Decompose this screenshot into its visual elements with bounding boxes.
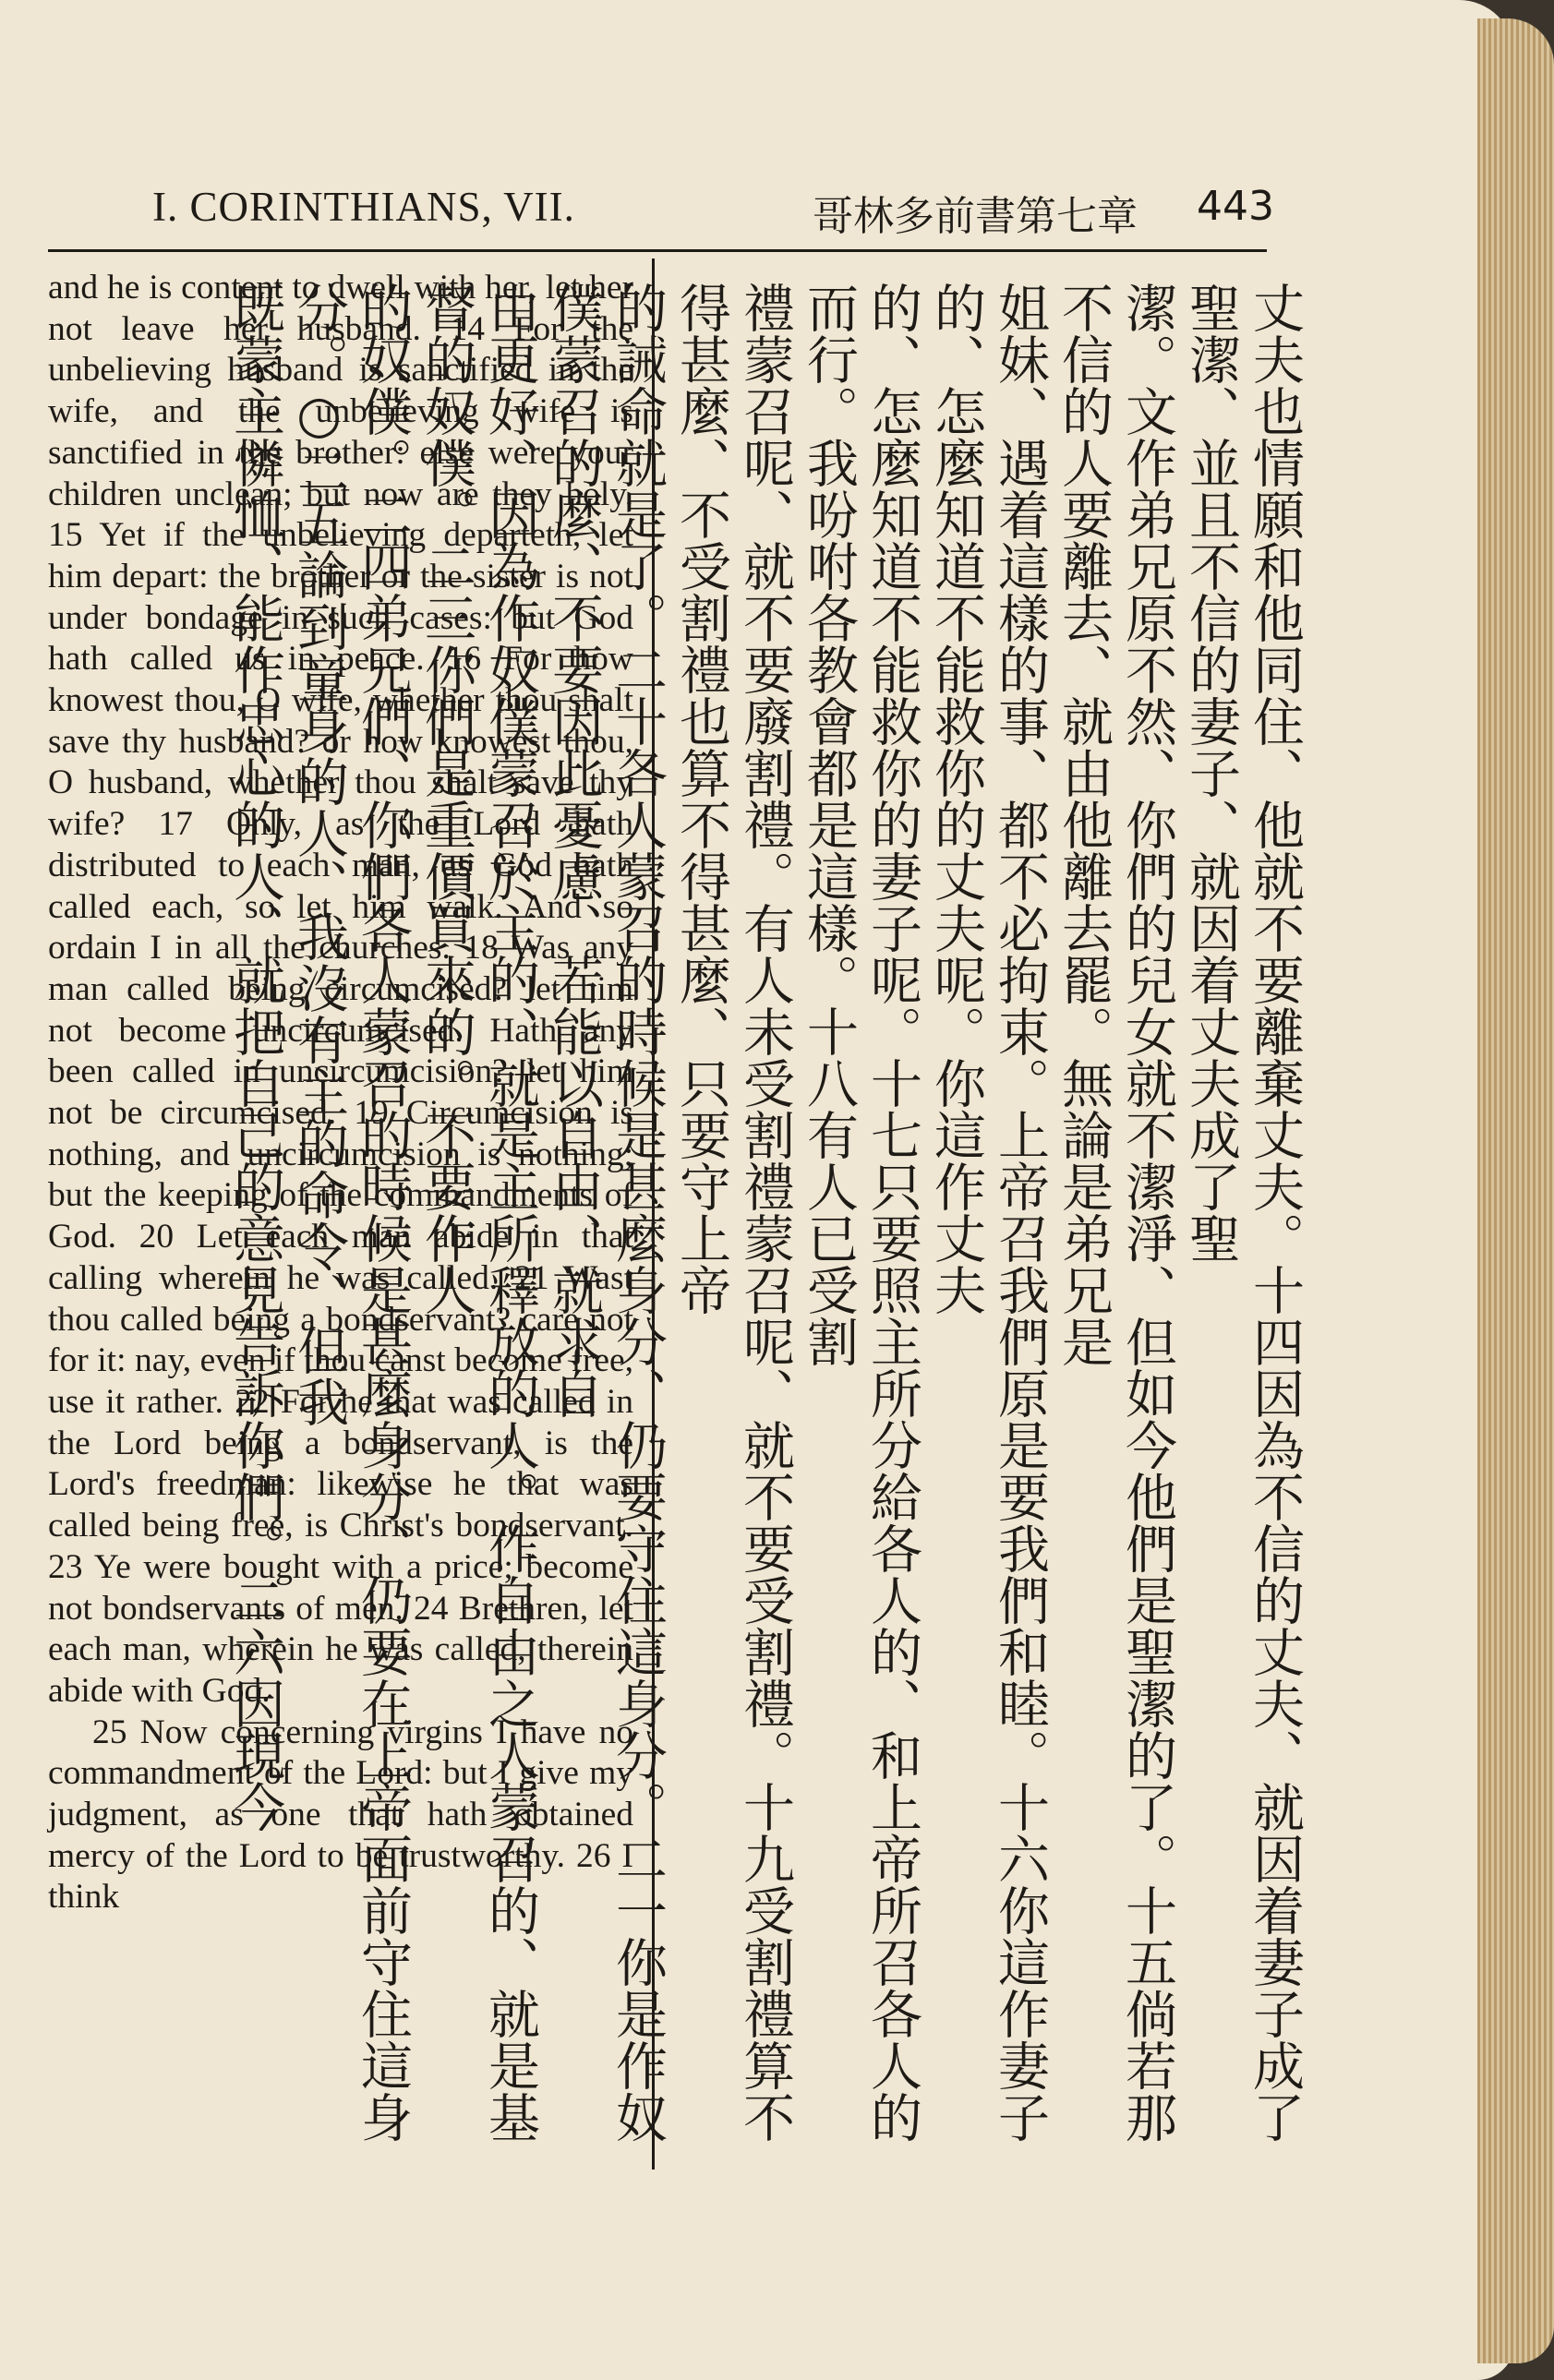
chinese-column: 禮蒙召呢、就不要廢割禮。有人未受割禮蒙召呢、就不要受割禮。十九受割禮算不得甚麼、不受割禮也算不得甚麼、只要守上帝 bbox=[671, 282, 795, 2143]
chinese-column: 既蒙主憐恤、能作忠心的人、就把自己的意見告訴你們。二六因現今 bbox=[225, 282, 285, 1833]
header-book-chapter: I. CORINTHIANS, VII. bbox=[152, 184, 575, 230]
header-chinese-title: 哥林多前書第七章 bbox=[813, 193, 1138, 240]
header-right bbox=[813, 183, 1274, 242]
chinese-column: 的、怎麼知道不能救你的妻子呢。十七只要照主所分給各人的、和上帝所召各人的而行。我吩咐各教會都是這樣。十八有人已受割 bbox=[799, 282, 922, 2143]
english-paragraph-1: and he is content to dwell with her, let her not leave her husband. 14 For the unbelieving husband is sanctified in the wife, and the unbelieving wife is sanctified in the brother: else were your children unclean; but now are they holy. 15 Yet if the unbelieving departeth, let him depart: the brother or the sister is not under bondage in such cases: but God hath called us in peace. 16 For how knowest thou, O wife, whether thou shalt save thy husband? or how knowest thou, O husband, whether thou shalt save thy wife? 17 Only, as the Lord hath distributed to each man, as God hath called each, so let him walk. And so ordain I in all the churches. 18 Was any man called being circumcised? let him not become uncircumcised. Hath any been called in uncircumcision? let him not be circumcised. 19 Circumcision is nothing, and uncircumcision is nothing; but the keeping of the commandments of God. 20 Let each man abide in that calling wherein he was called. 21 Wast thou called being a bondservant? care not for it: nay, even if thou canst become free, use it rather. 22 For he that was called in the Lord being a bondservant, is the Lord's freedman: likewise he that was called being free, is Christ's bondservant. 23 Ye were bought with a price; become not bondservants of men. 24 Brethren, let each man, wherein he was called, therein abide with God. bbox=[48, 269, 633, 1710]
chinese-column: 的誡命就是了。二十各人蒙召的時候是甚麼身分、仍要守住這身分。二一你是作奴僕蒙召的麼、不要因此憂慮、若能以自由、就求自 bbox=[544, 282, 668, 2143]
english-paragraph-2: 25 Now concerning virgins I have no commandment of the Lord: but I give my judgment, as one that hath obtained mercy of the Lord to be trustworthy. 26 I think bbox=[48, 1713, 633, 1917]
chinese-column: 丈夫也情願和他同住、他就不要離棄丈夫。十四因為不信的丈夫、就因着妻子成了聖潔、並且不信的妻子、就因着丈夫成了聖 bbox=[1181, 282, 1305, 2143]
chinese-column: 的奴僕。二四弟兄們、你們各人蒙召的時候是甚麼身分、仍要在上帝面前守住這身分。○二五論到童身的人、我沒有主的命令、但我 bbox=[289, 282, 413, 2143]
chinese-column: 姐妹、遇着這樣的事、都不必拘束。上帝召我們原是要我們和睦。十六你這作妻子的、怎麼知道不能救你的丈夫呢。你這作丈夫 bbox=[926, 282, 1050, 2143]
page-number: 443 bbox=[1197, 183, 1274, 230]
chinese-column: 由更好、因為作奴僕蒙召於主的、就是主所釋放的人。作自由之人蒙召的、就是基督的奴僕。二三你們是重價買來的。不要作人 bbox=[416, 282, 540, 2143]
page-edge bbox=[1477, 18, 1554, 2363]
header-rule bbox=[48, 249, 1267, 252]
chinese-column: 潔。文作弟兄原不然、你們的兒女就不潔淨、但如今他們是聖潔的了。十五倘若那不信的人要離去、就由他離去罷。無論是弟兄是 bbox=[1054, 282, 1177, 2143]
